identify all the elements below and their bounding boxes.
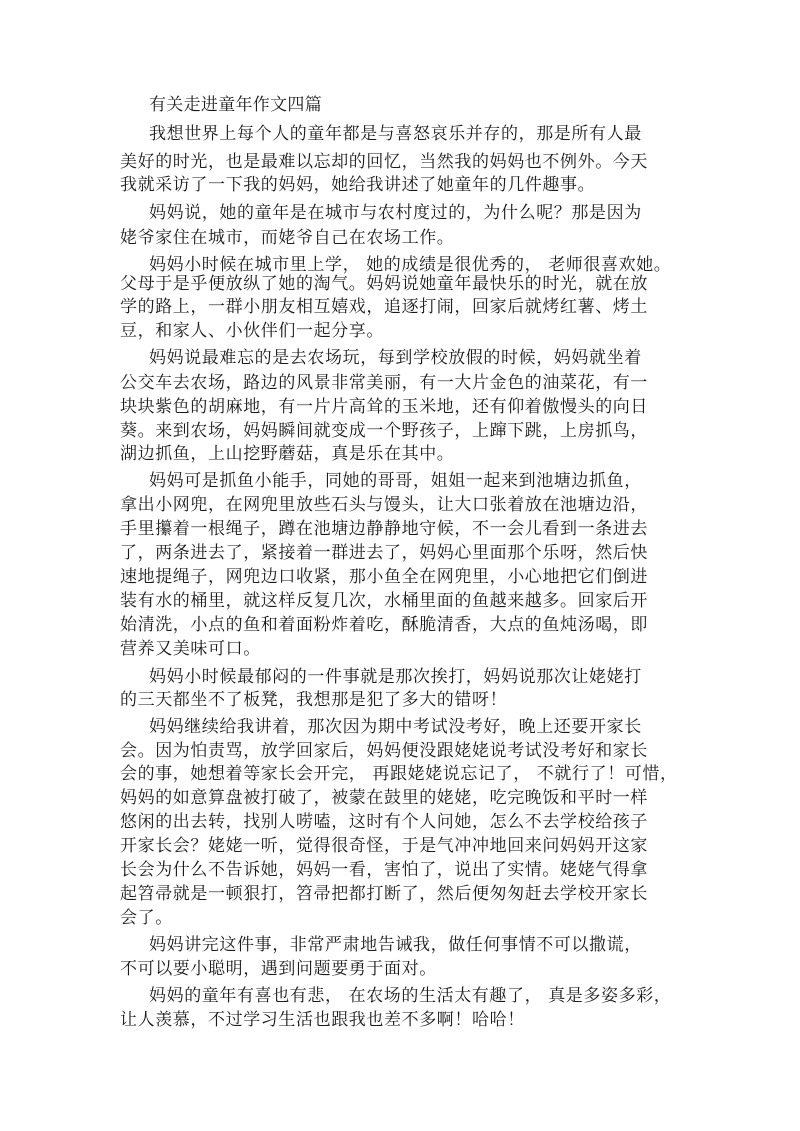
text-line: 我想世界上每个人的童年都是与喜怒哀乐并存的，那是所有人最 bbox=[149, 124, 642, 144]
text-line: 块块紫色的胡麻地，有一片片高耸的玉米地，还有仰着傲慢头的向日 bbox=[120, 397, 648, 417]
text-line: 会。因为怕责骂，放学回家后，妈妈便没跟姥姥说考试没考好和家长 bbox=[120, 741, 648, 761]
text-line: 让人羡慕，不过学习生活也跟我也差不多啊！哈哈！ bbox=[120, 1010, 525, 1030]
text-line: 会了。 bbox=[120, 908, 173, 928]
text-line: 学的路上，一群小朋友相互嬉戏，追逐打闹，回家后就烤红薯、烤土 bbox=[120, 297, 648, 317]
text-line: 营养又美味可口。 bbox=[120, 639, 261, 659]
text-line: 手里攥着一根绳子，蹲在池塘边静静地守候，不一会儿看到一条进去 bbox=[120, 519, 648, 539]
text-line: 妈妈说最难忘的是去农场玩，每到学校放假的时候，妈妈就坐着 bbox=[149, 348, 642, 368]
text-line: 会的事，她想着等家长会开完， 再跟姥姥说忘记了， 不就行了！可惜， bbox=[120, 764, 678, 784]
document-title: 有关走进童年作文四篇 bbox=[149, 95, 322, 115]
text-line: 的三天都坐不了板凳，我想那是犯了多大的错呀！ bbox=[120, 690, 508, 710]
text-line: 妈妈的如意算盘被打破了，被蒙在鼓里的姥姥，吃完晚饭和平时一样 bbox=[120, 788, 648, 808]
text-line: 湖边抓鱼，上山挖野蘑菇，真是乐在其中。 bbox=[120, 444, 455, 464]
text-line: 开家长会？姥姥一听，觉得很奇怪，于是气冲冲地回来问妈妈开这家 bbox=[120, 836, 648, 856]
text-line: 长会为什么不告诉她，妈妈一看，害怕了，说出了实情。姥姥气得拿 bbox=[120, 860, 648, 880]
text-line: 妈妈的童年有喜也有悲， 在农场的生活太有趣了， 真是多姿多彩， bbox=[149, 986, 672, 1006]
text-line: 妈妈小时候最郁闷的一件事就是那次挨打，妈妈说那次让姥姥打 bbox=[149, 667, 642, 687]
text-line: 葵。来到农场，妈妈瞬间就变成一个野孩子，上蹿下跳，上房抓鸟， bbox=[120, 421, 648, 441]
text-line: 父母于是乎便放纵了她的淘气。妈妈说她童年最快乐的时光，就在放 bbox=[120, 274, 648, 294]
text-line: 妈妈小时候在城市里上学， 她的成绩是很优秀的， 老师很喜欢她。 bbox=[149, 255, 672, 275]
text-line: 妈妈继续给我讲着，那次因为期中考试没考好，晚上还要开家长 bbox=[149, 717, 642, 737]
text-line: 姥爷家住在城市，而姥爷自己在农场工作。 bbox=[120, 228, 455, 248]
text-line: 起笤帚就是一顿狠打，笤帚把都打断了，然后便匆匆赶去学校开家长 bbox=[120, 884, 648, 904]
text-line: 妈妈讲完这件事，非常严肃地告诫我，做任何事情不可以撒谎， bbox=[149, 935, 642, 955]
text-line: 装有水的桶里，就这样反复几次，水桶里面的鱼越来越多。回家后开 bbox=[120, 591, 648, 611]
text-line: 不可以要小聪明，遇到问题要勇于面对。 bbox=[120, 959, 437, 979]
text-line: 悠闲的出去转，找别人唠嗑，这时有个人问她，怎么不去学校给孩子 bbox=[120, 812, 648, 832]
text-line: 始清洗，小点的鱼和着面粉炸着吃，酥脆清香，大点的鱼炖汤喝，即 bbox=[120, 615, 648, 635]
text-line: 我就采访了一下我的妈妈，她给我讲述了她童年的几件趣事。 bbox=[120, 175, 596, 195]
text-line: 妈妈说，她的童年是在城市与农村度过的，为什么呢？那是因为 bbox=[149, 203, 642, 223]
text-line: 拿出小网兜，在网兜里放些石头与馒头，让大口张着放在池塘边沿， bbox=[120, 495, 648, 515]
text-line: 妈妈可是抓鱼小能手，同她的哥哥，姐姐一起来到池塘边抓鱼， bbox=[149, 471, 642, 491]
text-line: 美好的时光，也是最难以忘却的回忆，当然我的妈妈也不例外。今天 bbox=[120, 152, 648, 172]
text-line: 公交车去农场，路边的风景非常美丽，有一大片金色的油菜花，有一 bbox=[120, 373, 648, 393]
text-line: 速地提绳子，网兜边口收紧，那小鱼全在网兜里，小心地把它们倒进 bbox=[120, 567, 648, 587]
text-line: 豆，和家人、小伙伴们一起分享。 bbox=[120, 321, 384, 341]
text-line: 了，两条进去了，紧接着一群进去了，妈妈心里面那个乐呀，然后快 bbox=[120, 543, 648, 563]
